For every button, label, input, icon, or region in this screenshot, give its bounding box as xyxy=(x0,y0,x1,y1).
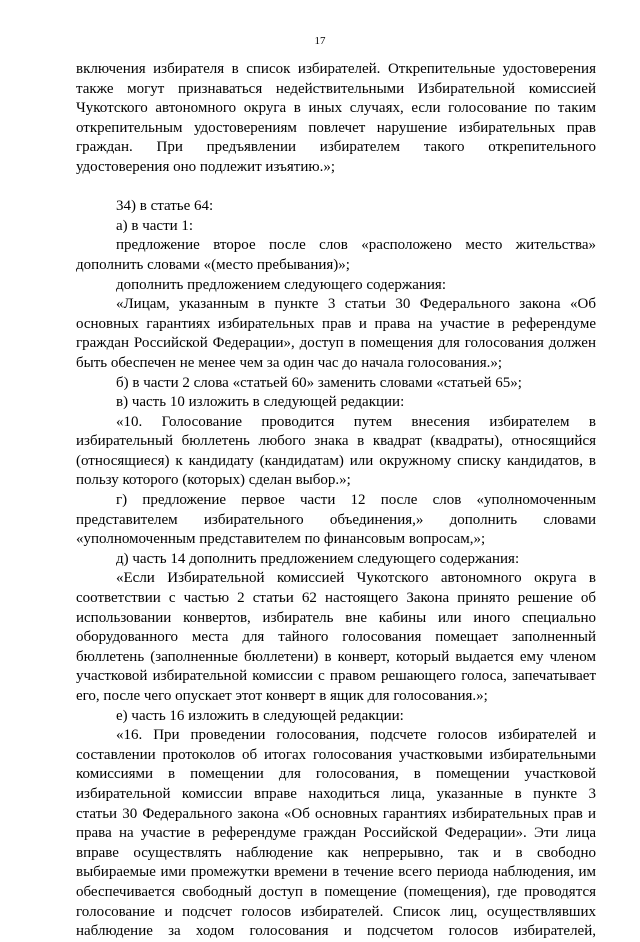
text-line: дополнить словами «(место пребывания)»; xyxy=(76,256,350,273)
page-number: 17 xyxy=(314,35,326,47)
text-line: е) часть 16 изложить в следующей редакции: xyxy=(116,707,404,724)
text-line: удостоверения оно подлежит изъятию.»; xyxy=(76,158,335,175)
text-line: «16. При проведении голосования, подсчете голосов избирателей и xyxy=(116,727,596,744)
document-body xyxy=(76,60,596,942)
text-line: права на участие в референдуме граждан Российской Федерации». Эти лица xyxy=(76,825,596,842)
text-line: граждан. При предъявлении избирателем такого открепительного xyxy=(76,139,596,156)
text-line: голосование и подсчет голосов избирателей. Список лиц, осуществлявших xyxy=(76,903,596,920)
paragraph-gap xyxy=(76,178,596,198)
text-line: пользу которого (которых) сделан выбор.»; xyxy=(76,472,351,489)
text-line: избирательный бюллетень любого знака в квадрат (квадраты), относящийся xyxy=(76,433,596,450)
text-line: обеспечивается свободный доступ в помещение (помещения), где проводятся xyxy=(76,883,596,900)
text-line: включения избирателя в список избирателей. Открепительные удостоверения xyxy=(76,61,596,77)
text-block xyxy=(76,197,596,942)
text-line: представителем избирательного объединения,» дополнить словами xyxy=(76,511,596,528)
text-line: «Если Избирательной комиссией Чукотского автономного округа в xyxy=(116,570,596,587)
text-line: предложение второе после слов «расположено место жительства» xyxy=(116,237,596,254)
text-line: вправе осуществлять наблюдение как непрерывно, так и в свободно xyxy=(76,844,596,861)
text-line: а) в части 1: xyxy=(116,217,194,234)
text-line: составлении протоколов об итогах голосования участковыми избирательными xyxy=(76,746,596,763)
text-line: 34) в статье 64: xyxy=(116,198,214,215)
text-line: бюллетень (заполненные бюллетени) в конверт, который выдается ему членом xyxy=(76,648,596,665)
text-line: «уполномоченным представителем по финансовым вопросам,»; xyxy=(76,531,486,548)
text-line: в) часть 10 изложить в следующей редакции: xyxy=(116,394,405,411)
text-line: г) предложение первое части 12 после слов «уполномоченным xyxy=(116,492,596,509)
text-line: его, после чего опускает этот конверт в ящик для голосования.»; xyxy=(76,688,488,704)
text-line: д) часть 14 дополнить предложением следующего содержания: xyxy=(116,550,520,567)
text-line: дополнить предложением следующего содержания: xyxy=(116,276,446,293)
text-line: участковой избирательной комиссии с правом решающего голоса, запечатывает xyxy=(76,668,596,685)
text-line: соответствии с частью 2 статьи 62 настоящего Закона принято решение об xyxy=(76,590,596,607)
text-line: наблюдение за ходом голосования и подсчетом голосов избирателей, xyxy=(76,923,596,940)
text-line: (относящиеся) к кандидату (кандидатам) или окружному списку кандидатов, в xyxy=(76,452,596,469)
text-line: Чукотского автономного округа в иных случаях, если голосование по таким xyxy=(76,100,596,117)
text-block xyxy=(76,60,596,178)
text-line: основных гарантиях избирательных прав и права на участие в референдуме xyxy=(76,315,596,332)
text-line: открепительным удостоверениям повлечет нарушение избирательных прав xyxy=(76,119,596,136)
text-line: также могут признаваться недействительными Избирательной комиссией xyxy=(76,80,596,97)
text-line: избирательной комиссии вправе находиться лица, указанные в пункте 3 xyxy=(76,785,596,802)
text-line: выбираемые ими промежутки времени в течение всего периода наблюдения, им xyxy=(76,864,596,881)
text-line: статьи 30 Федерального закона «Об основных гарантиях избирательных прав и xyxy=(76,805,596,822)
text-line: быть обеспечен не менее чем за один час до начала голосования.»; xyxy=(76,354,503,371)
text-line: б) в части 2 слова «статьей 60» заменить словами «статьей 65»; xyxy=(116,374,522,391)
text-line: оборудованного места для тайного голосования помещает заполненный xyxy=(76,629,596,646)
text-line: использовании конвертов, избиратель вне кабины или иного специально xyxy=(76,609,596,626)
text-line: «Лицам, указанным в пункте 3 статьи 30 Федерального закона «Об xyxy=(116,296,596,313)
text-line: граждан Российской Федерации», доступ в помещения для голосования должен xyxy=(76,335,596,352)
text-line: «10. Голосование проводится путем внесения избирателем в xyxy=(116,413,596,430)
text-line: комиссиями в помещении для голосования, в помещении участковой xyxy=(76,766,596,783)
